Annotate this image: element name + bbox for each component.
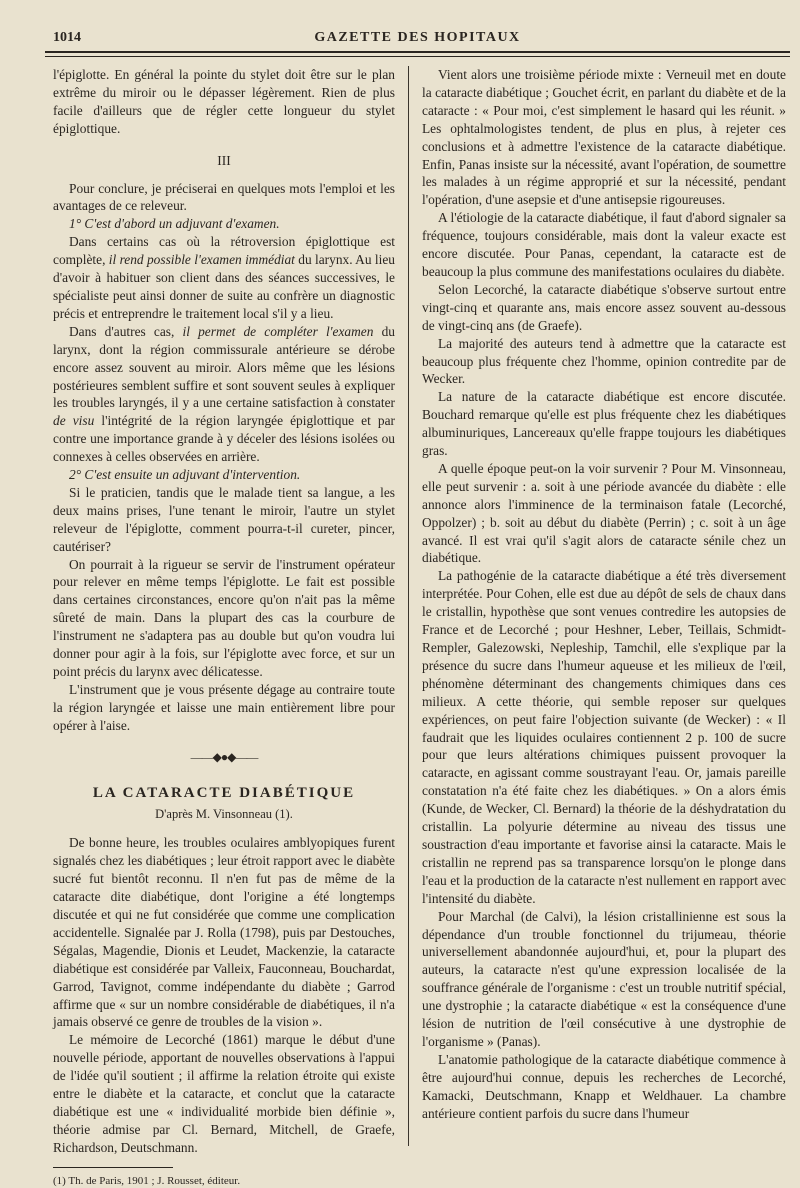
right-column — [422, 66, 786, 1122]
paragraph-text: Dans certains cas où la rétroversion épiglottique est complète, — [53, 234, 395, 268]
paragraph: On pourrait à la rigueur se servir de l'instrument opérateur pour relever en même temps l'épiglotte. Le fait est possible dans certaines circonstances, encore qu'on n'ait pas la même sûreté de main. Dans la plupart des cas la courbure de l'instrument ne s'adaptera pas au double but qu'on voudra lui donner pour agir à la fois, sur l'épiglotte avec force, et sur un point précis du larynx avec délicatesse. — [53, 556, 395, 679]
paragraph — [53, 323, 395, 466]
paragraph-text: du larynx, dont la région commissurale antérieure se dérobe encore assez souvent au miroir. Alors même que les lésions postérieures semblent suffire et sont souvent seules à expliquer les troubles laryngés, il y a une certaine satisfaction à constater — [53, 323, 395, 411]
emphasis: de visu — [53, 413, 95, 429]
item-heading — [53, 466, 395, 484]
page-header — [45, 30, 790, 48]
header-rule-thick — [45, 51, 790, 53]
header-rule-thin — [45, 56, 790, 57]
paragraph: A quelle époque peut-on la voir survenir ? Pour M. Vinsonneau, elle peut survenir : a. soit à une période avancée du diabète : elle annonce alors l'imminence de la terminaison fatale (Lecorché, Oppolzer) ; b. soit au début du diabète (Perrin) ; c. soit à un âge avancé. Il est vrai qu'il s'agit alors de cataracte sénile chez un diabétique. — [422, 460, 786, 566]
paragraph: De bonne heure, les troubles oculaires amblyopiques furent signalés chez les diabétiques ; leur étroit rapport avec le diabète sucré fut bientôt reconnu. Il n'en fut pas de même de la cataracte dite diabétique, dont l'origine a été longtemps discutée et qui ne fut considérée que comme une complication accidentelle. Signalée par J. Rolla (1798), puis par Destouches, Ségalas, Magendie, Dionis et Leudet, Mackenzie, la cataracte diabétique est considérée par Valleix, Fauconneau, Bouchardat, Garrod, Tavignot, comme indépendante du diabète ; Garrod affirme que « sur un nombre considérable de diabétiques, il n'a jamais observé ce genre de troubles de la vision ». — [53, 835, 395, 1030]
journal-title: GAZETTE DES HOPITAUX — [314, 30, 521, 45]
paragraph-text: du larynx. Au lieu d'avoir à habituer son client dans des séances successives, le spécialiste peut ainsi donner de suite au confrère un diagnostic précis et entreprendre le traitement local s'il y a lieu. — [53, 252, 395, 321]
item-heading-text: 2° C'est ensuite un adjuvant d'intervention. — [69, 467, 301, 483]
paragraph: La pathogénie de la cataracte diabétique a été très diversement interprétée. Pour Cohen, elle est due au dépôt de sels de chaux dans le cristallin, hypothèse que sont venues contredire les autopsies de France et de Lecorché ; pour Heshner, Leber, Teillais, Schmidt-Rempler, Galezowski, Nepleship, Tamchil, elle s'explique par la présence du sucre dans l'humeur aqueuse et les milieux de l'œil, phénomène déterminant des changements chimiques dans ces milieux. A cette théorie, qui semble reposer sur quelques expériences, on peut faire l'objection suivante (de Wecker) : « Il faudrait que les liquides oculaires contiennent 2 p. 100 de sucre pour que leurs altérations chimiques puissent provoquer la cataracte, en agissant comme soustrayant l'eau. Or, jamais pareille constatation n'a été faite chez les diabétiques. » On a alors émis (Kunde, de Wecker, Cl. Bernard) la théorie de la déshydratation du cristallin. La polyurie détermine au niveau des tissus une soustraction d'eau importante et favorise ainsi la cataracte. Mais le cristallin ne reprend pas sa transparence lorsqu'on le plonge dans l'eau et la production de la cataracte n'est nullement en rapport avec l'intensité du diabète. — [422, 568, 786, 906]
paragraph: Si le praticien, tandis que le malade tient sa langue, a les deux mains prises, l'une tenant le miroir, l'autre un stylet releveur de l'épiglotte, comment pourra-t-il cureter, pincer, cautériser? — [53, 484, 395, 554]
footnote: (1) Th. de Paris, 1901 ; J. Rousset, éditeur. — [53, 1174, 241, 1187]
paragraph: L'instrument que je vous présente dégage au contraire toute la région laryngée et laisse une main entièrement libre pour opérer à l'aise. — [53, 681, 395, 733]
left-column — [53, 66, 395, 1188]
ornament-divider: ——◆●◆—— — [190, 749, 258, 764]
paragraph: Le mémoire de Lecorché (1861) marque le début d'une nouvelle période, apportant de nouvelles observations à l'appui de l'idée qu'il soutient ; il affirme la relation étroite qui existe entre le diabète et la cataracte, et conclut que la cataracte diabétique est une « individualité morbide bien définie », théorie admise par Cl. Bernard, Mitchell, de Graefe, Richardson, Deutschmann. — [53, 1032, 395, 1155]
emphasis: il rend possible l'examen immédiat — [108, 252, 295, 268]
paragraph-text: Dans d'autres cas, — [69, 323, 183, 339]
article-title: LA CATARACTE DIABÉTIQUE — [92, 784, 356, 801]
paragraph: Vient alors une troisième période mixte : Verneuil met en doute la cataracte diabétique ; Gouchet écrit, en parlant du diabète et de la cataracte : « Pour moi, c'est simplement le hasard qui les réunit. » Les ophtalmologistes tendent, de plus en plus, à rejeter ces conclusions et à admettre l'existence de la cataracte diabétique. Enfin, Panas insiste sur la nécessité, avant l'opération, de soumettre les malades à un régime approprié et sur la nécessité, pendant l'opération, d'une asepsie et d'une antisepsie rigoureuses. — [422, 67, 786, 208]
item-heading — [53, 215, 395, 233]
section-number: III — [217, 152, 231, 168]
footnote-rule — [53, 1167, 173, 1168]
page-number: 1014 — [53, 30, 81, 45]
item-heading-text: 1° C'est d'abord un adjuvant d'examen. — [69, 216, 280, 232]
paragraph: Selon Lecorché, la cataracte diabétique s'observe surtout entre vingt-cinq et quarante ans, mais encore assez souvent au-dessous de vingt-cinq ans (de Graefe). — [422, 281, 786, 333]
paragraph: La majorité des auteurs tend à admettre que la cataracte est beaucoup plus fréquente chez l'homme, opinion contredite par de Wecker. — [422, 335, 786, 387]
paragraph: Pour Marchal (de Calvi), la lésion cristallinienne est sous la dépendance d'un trouble fonctionnel du trijumeau, théorie universellement abandonnée aujourd'hui, et, pour la plupart des auteurs, la cataracte n'est qu'une expression localisée de la souffrance générale de l'organisme : c'est un trouble nutritif spécial, une dystrophie ; la cataracte diabétique « est la conséquence d'une lésion de nutrition de l'œil consécutive à une dystrophie de l'organisme » (Panas). — [422, 908, 786, 1049]
paragraph: l'épiglotte. En général la pointe du stylet doit être sur le plan extrême du miroir ou le dépasser légèrement. Rien de plus facile d'ailleurs que de régler cette longueur du stylet épiglottique. — [53, 67, 395, 136]
emphasis: il permet de compléter l'examen — [182, 323, 374, 339]
paragraph-text: l'intégrité de la région laryngée épiglottique et par contre une importance grande à y déceler des lésions isolées ou connexes à celles observées en arrière. — [53, 413, 395, 465]
article-byline: D'après M. Vinsonneau (1). — [155, 807, 293, 822]
paragraph: La nature de la cataracte diabétique est encore discutée. Bouchard remarque qu'elle est plus fréquente chez les diabétiques albuminuriques, Lancereaux qu'elle frappe toujours les diabétiques gras. — [422, 389, 786, 459]
paragraph: L'anatomie pathologique de la cataracte diabétique commence à être aujourd'hui connue, depuis les recherches de Lecorché, Kamacki, Deutschmann, Knapp et Weldhauer. La chambre antérieure contient parfois du sucre dans l'humeur — [422, 1051, 786, 1121]
paragraph: A l'étiologie de la cataracte diabétique, il faut d'abord signaler sa fréquence, toujours considérable, mais dont la valeur exacte est encore discutée. Pour Panas, cependant, la cataracte est de beaucoup la plus commune des manifestations oculaires du diabète. — [422, 210, 786, 279]
paragraph — [53, 233, 395, 323]
paragraph: Pour conclure, je préciserai en quelques mots l'emploi et les avantages de ce releveur. — [53, 180, 395, 214]
column-divider — [408, 66, 409, 1146]
